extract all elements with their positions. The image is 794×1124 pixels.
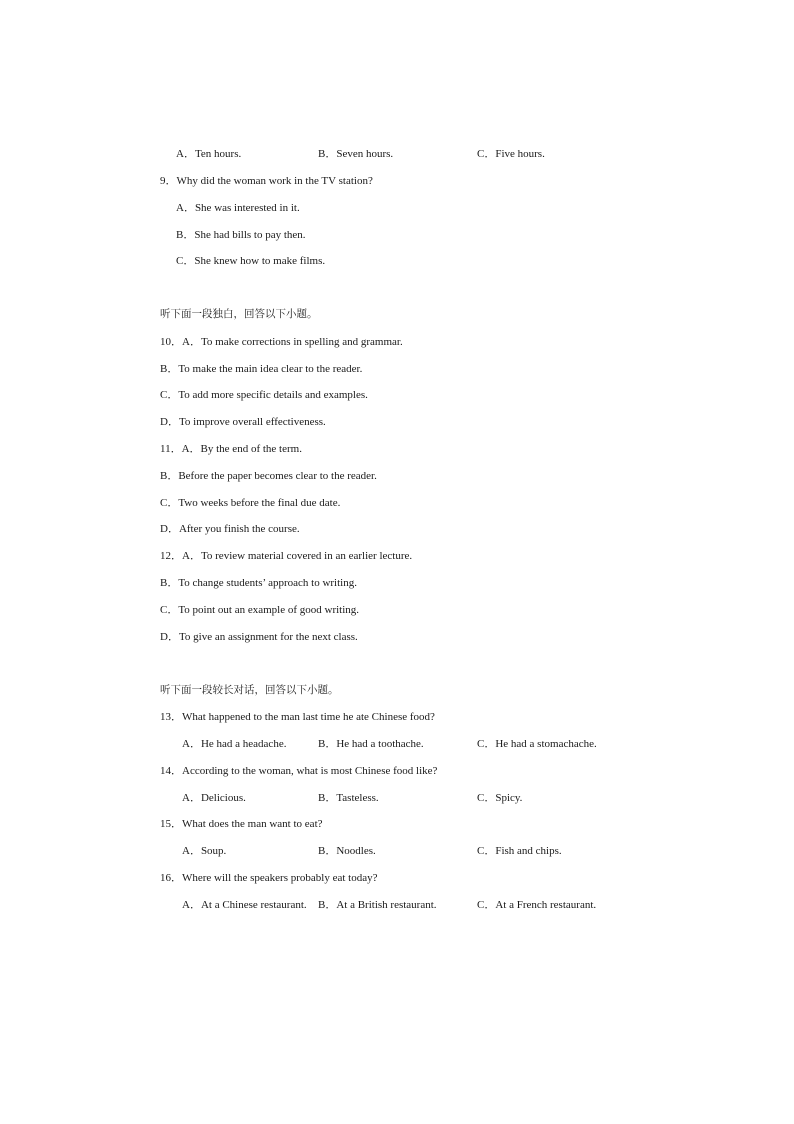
q13-option-b: B．He had a toothache. (318, 738, 424, 750)
q11-option-c: C．Two weeks before the final due date. (160, 497, 341, 509)
q16-option-b: B．At a British restaurant. (318, 899, 437, 911)
q12-option-d: D．To give an assignment for the next class. (160, 631, 358, 643)
q8-option-c: C．Five hours. (477, 148, 545, 160)
q12-option-b: B．To change students’ approach to writing. (160, 577, 357, 589)
q10-option-d: D．To improve overall effectiveness. (160, 416, 326, 428)
q15-option-a: A．Soup. (182, 845, 227, 857)
q9-option-c: C．She knew how to make films. (176, 255, 326, 267)
q13-option-a: A．He had a headache. (182, 738, 287, 750)
q14-option-a: A．Delicious. (182, 792, 246, 804)
q9-stem: 9．Why did the woman work in the TV station? (160, 175, 373, 187)
q16-stem: 16．Where will the speakers probably eat today? (160, 872, 378, 884)
q14-stem: 14．According to the woman, what is most Chinese food like? (160, 765, 438, 777)
q8-option-b: B．Seven hours. (318, 148, 394, 160)
q11-option-b: B．Before the paper becomes clear to the reader. (160, 470, 377, 482)
q15-stem: 15．What does the man want to eat? (160, 818, 323, 830)
q16-option-c: C．At a French restaurant. (477, 899, 597, 911)
q13-stem: 13．What happened to the man last time he ate Chinese food? (160, 711, 435, 723)
q10-option-b: B．To make the main idea clear to the reader. (160, 363, 363, 375)
q9-option-b: B．She had bills to pay then. (176, 229, 306, 241)
q14-option-b: B．Tasteless. (318, 792, 379, 804)
q12-stem: 12．A．To review material covered in an earlier lecture. (160, 550, 413, 562)
q11-stem: 11．A．By the end of the term. (160, 443, 302, 455)
q15-option-b: B．Noodles. (318, 845, 376, 857)
q10-stem: 10．A．To make corrections in spelling and grammar. (160, 336, 403, 348)
q12-option-c: C．To point out an example of good writing. (160, 604, 360, 616)
q14-option-c: C．Spicy. (477, 792, 523, 804)
q13-option-c: C．He had a stomachache. (477, 738, 597, 750)
q9-option-a: A．She was interested in it. (176, 202, 300, 214)
q10-option-c: C．To add more specific details and examples. (160, 389, 368, 401)
q8-option-a: A．Ten hours. (176, 148, 242, 160)
section-heading-monologue: 听下面一段独白，回答以下小题。 (160, 308, 318, 320)
q11-option-d: D．After you finish the course. (160, 523, 300, 535)
q15-option-c: C．Fish and chips. (477, 845, 562, 857)
section-heading-dialogue: 听下面一段较长对话，回答以下小题。 (160, 684, 339, 696)
q16-option-a: A．At a Chinese restaurant. (182, 899, 307, 911)
